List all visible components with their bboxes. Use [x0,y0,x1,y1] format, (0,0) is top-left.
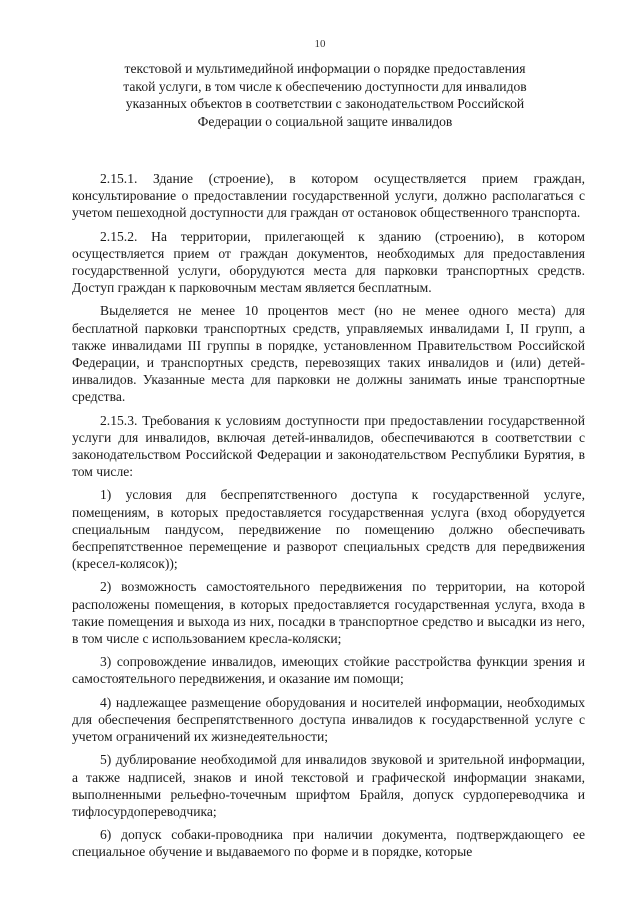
paragraph-2-15-1: 2.15.1. Здание (строение), в котором осуществляется прием граждан, консультирование о предоставлении государственной услуги, должно располагаться с учетом пешеходной доступности для граждан от остановок общественного транспорта. [72,171,585,221]
list-item-4: 4) надлежащее размещение оборудования и носителей информации, необходимых для обеспечения беспрепятственного доступа инвалидов к государственной услуге с учетом ограничений их жизнедеятельности; [72,694,585,745]
list-item-6: 6) допуск собаки-проводника при наличии документа, подтверждающего ее специальное обучение и выдаваемого по форме и в порядке, которые [72,827,585,860]
section-heading: текстовой и мультимедийной информации о порядке предоставления такой услуги, в том числе к обеспечению доступности для инвалидов указанных объектов в соответствии с законодательством Российской Федерации о социальной защите инвалидов [123,61,527,129]
list-item-3: 3) сопровождение инвалидов, имеющих стойкие расстройства функции зрения и самостоятельного передвижения, и оказание им помощи; [72,654,585,687]
paragraph-2-15-2: 2.15.2. На территории, прилегающей к зданию (строению), в котором осуществляется прием от граждан документов, необходимых для предоставления государственной услуги, оборудуются места для парковки транспортных средств. Доступ граждан к парковочным местам является бесплатным. [72,228,585,296]
list-item-1: 1) условия для беспрепятственного доступа к государственной услуге, помещениям, в которых предоставляется государственная услуга (вход оборудуется специальным пандусом, передвижение по помещению должно обеспечивать беспрепятственное перемещение и разворот специальных средств для передвижения (кресел-колясок)); [72,487,585,572]
list-item-2: 2) возможность самостоятельного передвижения по территории, на которой расположены помещения, в которых предоставляется государственная услуга, входа в такие помещения и выхода из них, посадки в транспортное средство и высадки из него, в том числе с использованием кресла-коляски; [72,579,585,647]
paragraph-2-15-3: 2.15.3. Требования к условиям доступности при предоставлении государственной услуги для инвалидов, включая детей-инвалидов, обеспечиваются в соответствии с законодательством Российской Федерации и законодательством Республики Бурятия, в том числе: [72,412,585,480]
list-item-5: 5) дублирование необходимой для инвалидов звуковой и зрительной информации, а также надписей, знаков и иной текстовой и графической информации знаками, выполненными рельефно-точечным шрифтом Брайля, допуск сурдопереводчика и тифлосурдопереводчика; [72,752,585,819]
page-number: 10 [314,38,326,50]
document-body [72,170,585,864]
paragraph-parking-quota: Выделяется не менее 10 процентов мест (но не менее одного места) для бесплатной парковки транспортных средств, управляемых инвалидами I, II групп, а также инвалидами III группы в порядке, установленном Правительством Российской Федерации, и транспортных средств, перевозящих таких инвалидов и (или) детей-инвалидов. Указанные места для парковки не должны занимать иные транспортные средства. [72,303,585,405]
